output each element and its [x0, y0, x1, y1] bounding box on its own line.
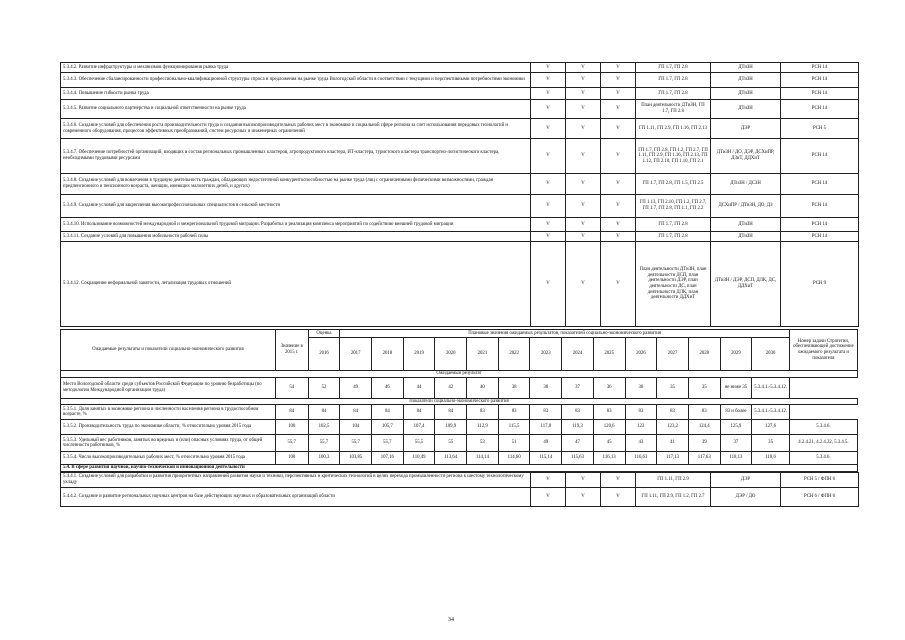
- task-code: РСН 14: [781, 195, 859, 218]
- indicators-header-value: Значение в 2015 г.: [275, 330, 308, 371]
- mark-cell: V: [531, 100, 566, 119]
- mark-cell: V: [566, 100, 601, 119]
- mark-cell: V: [531, 195, 566, 218]
- program-docs: ГП 1.7, ГП 2.8: [636, 232, 711, 242]
- indicator-year-value: 125,9: [720, 420, 752, 435]
- indicator-year-value: 117,13: [657, 452, 689, 465]
- year-header: 2021: [467, 338, 499, 371]
- indicator-year-value: 55: [435, 435, 467, 452]
- indicators-header-planned: Плановые значения ожидаемых результатов, показателей социально-экономического развития: [340, 330, 790, 338]
- executor: ДСХиПР / ДТиЗН, ДО, ДЗ: [711, 195, 781, 218]
- indicator-year-value: 120,6: [593, 420, 625, 435]
- indicator-year-value: 83: [530, 405, 562, 420]
- indicator-year-value: 35: [752, 435, 790, 452]
- mark-cell: V: [601, 73, 636, 88]
- measure-text: 5.3.4.5. Развитие социального партнерства и социальной ответственности на рынке труда: [61, 100, 531, 119]
- mark-cell: V: [566, 218, 601, 232]
- indicator-year-value: 84: [308, 405, 340, 420]
- program-docs: ГП 1.7, ГП 2.8: [636, 63, 711, 73]
- measure-text: 5.3.4.6. Создание условий для обеспечения роста производительности труда и создания высокопроизводительных рабочих мест в экономике и социальной сфере региона за счет использования передовых технологий и современного оборудования, процессов эффективных преобразований, систем ресурсных и инженерных ограничений: [61, 119, 531, 139]
- indicator-year-value: 43: [625, 435, 657, 452]
- indicator-year-value: 83: [688, 405, 720, 420]
- measures-table-top: [60, 62, 859, 327]
- indicator-year-value: 110,49: [403, 452, 435, 465]
- task-code: РСН 14: [781, 73, 859, 88]
- program-docs: ГП 1.7, ГП 2.8: [636, 73, 711, 88]
- measure-text: 5.3.4.9. Создание условий для закрепления высокопрофессиональных специалистов в сельской местности: [61, 195, 531, 218]
- measure-text: 5.3.4.11. Создание условий для повышения мобильности рабочей силы: [61, 232, 531, 242]
- mark-cell: V: [601, 232, 636, 242]
- indicator-task: 5.3.4.1.-5.3.4.12.: [752, 377, 790, 398]
- indicator-year-value: 37: [562, 377, 594, 398]
- year-header: 2019: [403, 338, 435, 371]
- indicator-name: 5.3.5.2. Производительность труда по экономике области, % относительно уровня 2015 года: [61, 420, 276, 435]
- indicator-year-value: 83: [657, 405, 689, 420]
- mark-cell: V: [566, 139, 601, 174]
- mark-cell: V: [531, 174, 566, 195]
- indicator-year-value: 115,14: [530, 452, 562, 465]
- measure-row: [61, 88, 859, 100]
- executor: ДТиЗН / ДО, ДЭР, ДСХиПР, ДЗиТ, ДДХиТ: [711, 139, 781, 174]
- mark-cell: V: [531, 472, 566, 487]
- indicator-year-value: 35: [657, 377, 689, 398]
- mark-cell: V: [531, 139, 566, 174]
- indicator-year-value: 84: [403, 405, 435, 420]
- measure-text: 5.3.4.8. Создание условий для вовлечения в трудовую деятельность граждан, обладающих недостаточной конкурентоспособностью на рынке труда (лиц с ограниченными физическими возможностями, граждан предпенсионного и пенсионного возраста, женщин, имеющих малолетних детей, и других): [61, 174, 531, 195]
- program-docs: ГП 1.11, ГП 2.9: [636, 472, 711, 487]
- indicator-year-value: 114,14: [467, 452, 499, 465]
- indicator-year-value: 104: [340, 420, 372, 435]
- indicator-year-value: 118,13: [720, 452, 752, 465]
- measure-row: [61, 218, 859, 232]
- page-number: 34: [448, 617, 454, 623]
- indicator-year-value: 83: [467, 405, 499, 420]
- mark-cell: V: [531, 63, 566, 73]
- program-docs: ГП 1.7, ГП 2.8: [636, 88, 711, 100]
- indicator-year-value: 83: [498, 405, 530, 420]
- measure-text: 5.3.4.2. Развитие инфраструктуры и механизмов функционирования рынка труда: [61, 63, 531, 73]
- measures-table-bottom: [60, 472, 859, 507]
- mark-cell: V: [531, 487, 566, 506]
- indicator-year-value: 123,2: [657, 420, 689, 435]
- measure-row: [61, 63, 859, 73]
- executor: ДТиЗН / ДЭР, ДСП, ДЛК, ДС, ДДХиТ: [711, 242, 781, 327]
- indicator-base-value: 84: [275, 405, 308, 420]
- measure-row: [61, 232, 859, 242]
- indicator-year-value: 49: [530, 435, 562, 452]
- indicator-year-value: 36: [625, 377, 657, 398]
- task-code: РСН 6 / ФПН 6: [781, 487, 859, 506]
- executor: ДЭР: [711, 119, 781, 139]
- measure-text: 5.4.4.1. Создание условий для разработки и развития приоритетных направлений развития науки и техники, перспективных и критических технологий в целях перехода промышленности региона к шестому технологическому укладу: [61, 472, 531, 487]
- mark-cell: V: [601, 119, 636, 139]
- indicator-year-value: 127,6: [752, 420, 790, 435]
- measure-text: 5.3.4.7. Обеспечение потребностей организаций, входящих в состав региональных промышленных кластеров, агропродуктового кластера, ИТ-кластера, туристского кластера транспортно-логистического кластера, необходимыми трудовыми ресурсами: [61, 139, 531, 174]
- measure-row: [61, 119, 859, 139]
- mark-cell: V: [531, 242, 566, 327]
- indicator-year-value: не ниже 35: [720, 377, 752, 398]
- indicator-year-value: 84: [340, 405, 372, 420]
- indicators-header-estimate: Оценка: [308, 330, 340, 338]
- executor: ДТиЗН / ДСЗН: [711, 174, 781, 195]
- measure-row: [61, 174, 859, 195]
- indicator-year-value: 83: [625, 405, 657, 420]
- measure-row: [61, 487, 859, 506]
- measure-text: 5.3.4.4. Повышение гибкости рынка труда: [61, 88, 531, 100]
- mark-cell: V: [601, 174, 636, 195]
- task-code: РСН 5 / ФПН 6: [781, 472, 859, 487]
- indicator-row: [61, 405, 858, 420]
- executor: ДТиЗН: [711, 73, 781, 88]
- indicator-year-value: 114,60: [498, 452, 530, 465]
- year-header: 2023: [530, 338, 562, 371]
- indicator-name: 5.3.5.3. Удельный вес работников, занятых во вредных и (или) опасных условиях труда, от общей численности работников, %: [61, 435, 276, 452]
- mark-cell: V: [566, 195, 601, 218]
- mark-cell: V: [531, 119, 566, 139]
- year-header: 2026: [625, 338, 657, 371]
- indicator-year-value: 38: [498, 377, 530, 398]
- measure-row: [61, 73, 859, 88]
- indicator-year-value: 47: [562, 435, 594, 452]
- indicator-year-value: 83: [562, 405, 594, 420]
- measure-row: [61, 195, 859, 218]
- indicator-year-value: 116,13: [593, 452, 625, 465]
- mark-cell: V: [531, 73, 566, 88]
- mark-cell: V: [566, 63, 601, 73]
- task-code: РСН 14: [781, 100, 859, 119]
- task-code: РСН 14: [781, 139, 859, 174]
- mark-cell: V: [566, 472, 601, 487]
- year-header: 2017: [340, 338, 372, 371]
- indicator-name: 5.3.5.4. Число высокопроизводительных рабочих мест, % относительно уровня 2015 года: [61, 452, 276, 465]
- indicators-header-number: Номер задачи Стратегии, обеспечивающей достижение ожидаемого результата и показателя: [789, 330, 857, 371]
- indicator-year-value: 36: [593, 377, 625, 398]
- year-header: 2027: [657, 338, 689, 371]
- document-sheet: [60, 62, 858, 507]
- indicator-year-value: 113,64: [435, 452, 467, 465]
- indicator-year-value: 116,63: [625, 452, 657, 465]
- mark-cell: V: [566, 73, 601, 88]
- indicator-year-value: 51: [498, 435, 530, 452]
- year-header: 2016: [308, 338, 340, 371]
- section-expected-result: Ожидаемый результат: [61, 371, 858, 378]
- indicator-row: [61, 377, 858, 398]
- indicator-name: 5.3.5.1. Доля занятых в экономике региона в численности населения региона в трудоспособном возрасте, %: [61, 405, 276, 420]
- task-code: РСН 9: [781, 242, 859, 327]
- executor: ДТиЗН: [711, 63, 781, 73]
- mark-cell: V: [601, 472, 636, 487]
- section-indicators: Показатели социально-экономического развития: [61, 398, 858, 405]
- indicator-task: 4.2.4.21, 4.2.4.22, 5.3.4.5.: [789, 435, 857, 452]
- measure-row: [61, 242, 859, 327]
- indicator-task: 5.3.4.6.: [789, 420, 857, 435]
- indicator-year-value: 55,7: [308, 435, 340, 452]
- mark-cell: V: [601, 195, 636, 218]
- executor: ДТиЗН: [711, 232, 781, 242]
- year-header: 2024: [562, 338, 594, 371]
- program-docs: ГП 1.11, ГП 2.9, ГП 1.16, ГП 2.13: [636, 119, 711, 139]
- measure-row: [61, 100, 859, 119]
- indicator-year-value: 55,7: [372, 435, 404, 452]
- indicator-year-value: 41: [657, 435, 689, 452]
- indicator-year-value: 42: [435, 377, 467, 398]
- indicator-year-value: 83 и более: [720, 405, 752, 420]
- indicator-row: [61, 452, 858, 465]
- measure-text: 5.3.4.3. Обеспечение сбалансированности профессионально-квалификационной структуры спроса и предложения на рынке труда Вологодской области в соответствии с текущими и перспективными потребностями экономики: [61, 73, 531, 88]
- mark-cell: V: [566, 119, 601, 139]
- indicator-year-value: 100,3: [308, 452, 340, 465]
- task-code: РСН 14: [781, 88, 859, 100]
- mark-cell: V: [601, 218, 636, 232]
- indicator-year-value: 55,5: [403, 435, 435, 452]
- section-title: 5.4. В сфере развития научной, научно-технической и инновационной деятельности: [61, 465, 858, 472]
- program-docs: План деятельности ДТиЗН, план деятельности ДСП, план деятельности ДЭР, план деятельности ДС, план деятельности ДЛК, план деятельности ДДХиТ: [636, 242, 711, 327]
- indicator-year-value: 37: [720, 435, 752, 452]
- mark-cell: V: [566, 487, 601, 506]
- program-docs: ГП 1.7, ГП 2.8, ГП 1.2, ГП 2.7, ГП 1.11, ГП 2.9, ГП 1.16, ГП 2.13, ГП 1.12, ГП 2.10, ГП 1.10, ГП 2.1: [636, 139, 711, 174]
- indicator-year-value: 35: [688, 377, 720, 398]
- executor: ДЭР: [711, 472, 781, 487]
- year-header: 2022: [498, 338, 530, 371]
- indicator-base-value: 54: [275, 377, 308, 398]
- year-header: 2025: [593, 338, 625, 371]
- measure-text: 5.3.4.10. Использование возможностей международной и межрегиональной трудовой миграции. Разработка и реализация комплекса мероприятий по содействию внешней трудовой миграции: [61, 218, 531, 232]
- program-docs: ГП 1.13, ГП 2.10, ГП 1.2, ГП 2.7, ГП 1.7, ГП 2.8, ГП 1.1, ГП 2.2: [636, 195, 711, 218]
- program-docs: План деятельности ДТиЗН, ГП 1.7, ГП 2.8: [636, 100, 711, 119]
- mark-cell: V: [601, 88, 636, 100]
- indicator-year-value: 107,4: [403, 420, 435, 435]
- measure-text: 5.4.4.2. Создание и развитие региональных научных центров на базе действующих научных и образовательных организаций области: [61, 487, 531, 506]
- year-header: 2030: [752, 338, 790, 371]
- indicator-base-value: 100: [275, 452, 308, 465]
- indicator-year-value: 53: [467, 435, 499, 452]
- measure-row: [61, 139, 859, 174]
- executor: ДТиЗН: [711, 88, 781, 100]
- executor: ДТиЗН: [711, 218, 781, 232]
- indicator-task: 5.3.4.1.-5.3.4.12.: [752, 405, 790, 420]
- indicator-year-value: 115,63: [562, 452, 594, 465]
- indicator-year-value: 109,9: [435, 420, 467, 435]
- indicators-header-left: Ожидаемые результаты и показатели социально-экономического развития: [61, 330, 276, 371]
- indicator-year-value: 39: [688, 435, 720, 452]
- mark-cell: V: [566, 242, 601, 327]
- indicator-row: [61, 435, 858, 452]
- indicator-year-value: 38: [530, 377, 562, 398]
- task-code: РСН 5: [781, 119, 859, 139]
- indicator-year-value: 83: [593, 405, 625, 420]
- indicator-year-value: 103,85: [340, 452, 372, 465]
- executor: ДТиЗН: [711, 100, 781, 119]
- indicator-year-value: 40: [467, 377, 499, 398]
- mark-cell: V: [601, 242, 636, 327]
- indicator-year-value: 55,7: [340, 435, 372, 452]
- mark-cell: V: [566, 174, 601, 195]
- year-header: 2020: [435, 338, 467, 371]
- year-header: 2029: [720, 338, 752, 371]
- year-header: 2018: [372, 338, 404, 371]
- indicator-name: Место Вологодской области среди субъектов Российской Федерации по уровню безработицы (по методологии Международной организации труда): [61, 377, 276, 398]
- indicators-table: [60, 329, 858, 472]
- task-code: РСН 14: [781, 218, 859, 232]
- task-code: РСН 14: [781, 232, 859, 242]
- mark-cell: V: [531, 218, 566, 232]
- indicator-year-value: 112,9: [467, 420, 499, 435]
- indicator-year-value: 84: [435, 405, 467, 420]
- indicator-year-value: 122: [625, 420, 657, 435]
- indicator-year-value: 45: [593, 435, 625, 452]
- task-code: РСН 14: [781, 174, 859, 195]
- indicator-year-value: 49: [340, 377, 372, 398]
- indicator-year-value: 84: [372, 405, 404, 420]
- indicator-year-value: 117,63: [688, 452, 720, 465]
- mark-cell: V: [566, 88, 601, 100]
- indicator-row: [61, 420, 858, 435]
- mark-cell: V: [601, 139, 636, 174]
- indicator-base-value: 55,7: [275, 435, 308, 452]
- indicator-year-value: 118,6: [752, 452, 790, 465]
- task-code: РСН 14: [781, 63, 859, 73]
- mark-cell: V: [531, 232, 566, 242]
- executor: ДЭР / ДО: [711, 487, 781, 506]
- year-header: 2028: [688, 338, 720, 371]
- indicator-year-value: 46: [372, 377, 404, 398]
- indicator-year-value: 105,7: [372, 420, 404, 435]
- indicator-base-value: 100: [275, 420, 308, 435]
- measure-row: [61, 472, 859, 487]
- indicator-year-value: 52: [308, 377, 340, 398]
- indicator-task: 5.3.4.6.: [789, 452, 857, 465]
- mark-cell: V: [601, 100, 636, 119]
- indicator-year-value: 117,8: [530, 420, 562, 435]
- mark-cell: V: [601, 487, 636, 506]
- mark-cell: V: [566, 232, 601, 242]
- indicator-year-value: 115,5: [498, 420, 530, 435]
- program-docs: ГП 1.7, ГП 2.8, ГП 1.5, ГП 2.5: [636, 174, 711, 195]
- program-docs: ГП 1.11, ГП 2.9, ГП 1.2, ГП 2.7: [636, 487, 711, 506]
- indicator-year-value: 124,4: [688, 420, 720, 435]
- measure-text: 5.3.4.12. Сокращение неформальной занятости, легализация трудовых отношений: [61, 242, 531, 327]
- mark-cell: V: [601, 63, 636, 73]
- indicator-year-value: 107,16: [372, 452, 404, 465]
- mark-cell: V: [531, 88, 566, 100]
- indicator-year-value: 102,5: [308, 420, 340, 435]
- indicator-year-value: 44: [403, 377, 435, 398]
- indicator-year-value: 119,3: [562, 420, 594, 435]
- program-docs: ГП 1.7, ГП 2.8: [636, 218, 711, 232]
